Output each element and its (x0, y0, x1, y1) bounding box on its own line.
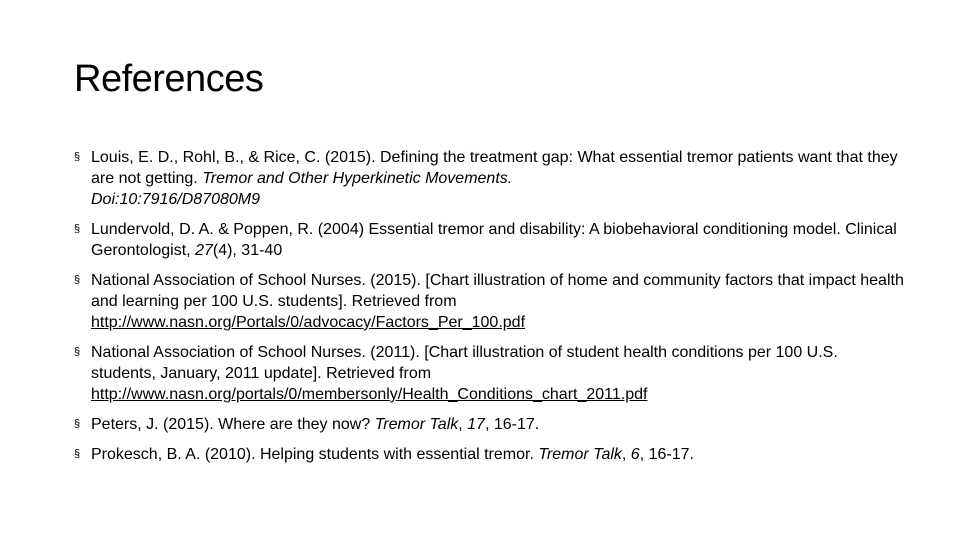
reference-link[interactable]: http://www.nasn.org/Portals/0/advocacy/Factors_Per_100.pdf (91, 314, 526, 331)
reference-journal: Tremor and Other Hyperkinetic Movements. (202, 170, 513, 187)
bullet-icon: § (74, 274, 81, 286)
reference-item (74, 342, 904, 405)
reference-item (74, 414, 904, 435)
reference-item (74, 270, 904, 333)
reference-pages: , 16-17. (484, 416, 540, 433)
reference-separator: , (458, 416, 468, 433)
reference-item (74, 147, 904, 210)
reference-link[interactable]: http://www.nasn.org/portals/0/membersonly/Health_Conditions_chart_2011.pdf (91, 386, 648, 403)
bullet-icon: § (74, 223, 81, 235)
reference-text: National Association of School Nurses. (2015). [Chart illustration of home and community factors that impact health and learning per 100 U.S. students]. Retrieved from (91, 272, 904, 310)
reference-volume: 17 (467, 416, 485, 433)
bullet-icon: § (74, 418, 81, 430)
reference-journal: Tremor Talk (374, 416, 459, 433)
reference-pages: (4), 31-40 (212, 242, 283, 259)
page-title: References (74, 58, 264, 100)
reference-volume: 27 (195, 242, 213, 259)
reference-text: Peters, J. (2015). Where are they now? (91, 416, 375, 433)
reference-text: Prokesch, B. A. (2010). Helping students with essential tremor. (91, 446, 539, 463)
reference-list (74, 147, 904, 474)
bullet-icon: § (74, 346, 81, 358)
reference-volume: 6 (630, 446, 640, 463)
reference-item (74, 219, 904, 261)
bullet-icon: § (74, 448, 81, 460)
reference-item (74, 444, 904, 465)
reference-text: Louis, E. D., Rohl, B., & Rice, C. (2015). Defining the treatment gap: What essential tremor patients want that they are not getting. (91, 149, 898, 187)
bullet-icon: § (74, 151, 81, 163)
reference-journal: Tremor Talk (538, 446, 622, 463)
reference-pages: , 16-17. (639, 446, 694, 463)
reference-text: Lundervold, D. A. & Poppen, R. (2004) Essential tremor and disability: A biobehavioral conditioning model. Clinical Gerontologist, (91, 221, 897, 259)
reference-doi: Doi:10:7916/D87080M9 (91, 191, 261, 208)
reference-text: National Association of School Nurses. (2011). [Chart illustration of student health conditions per 100 U.S. students, January, 2011 update]. Retrieved from (91, 344, 838, 382)
reference-separator: , (621, 446, 631, 463)
